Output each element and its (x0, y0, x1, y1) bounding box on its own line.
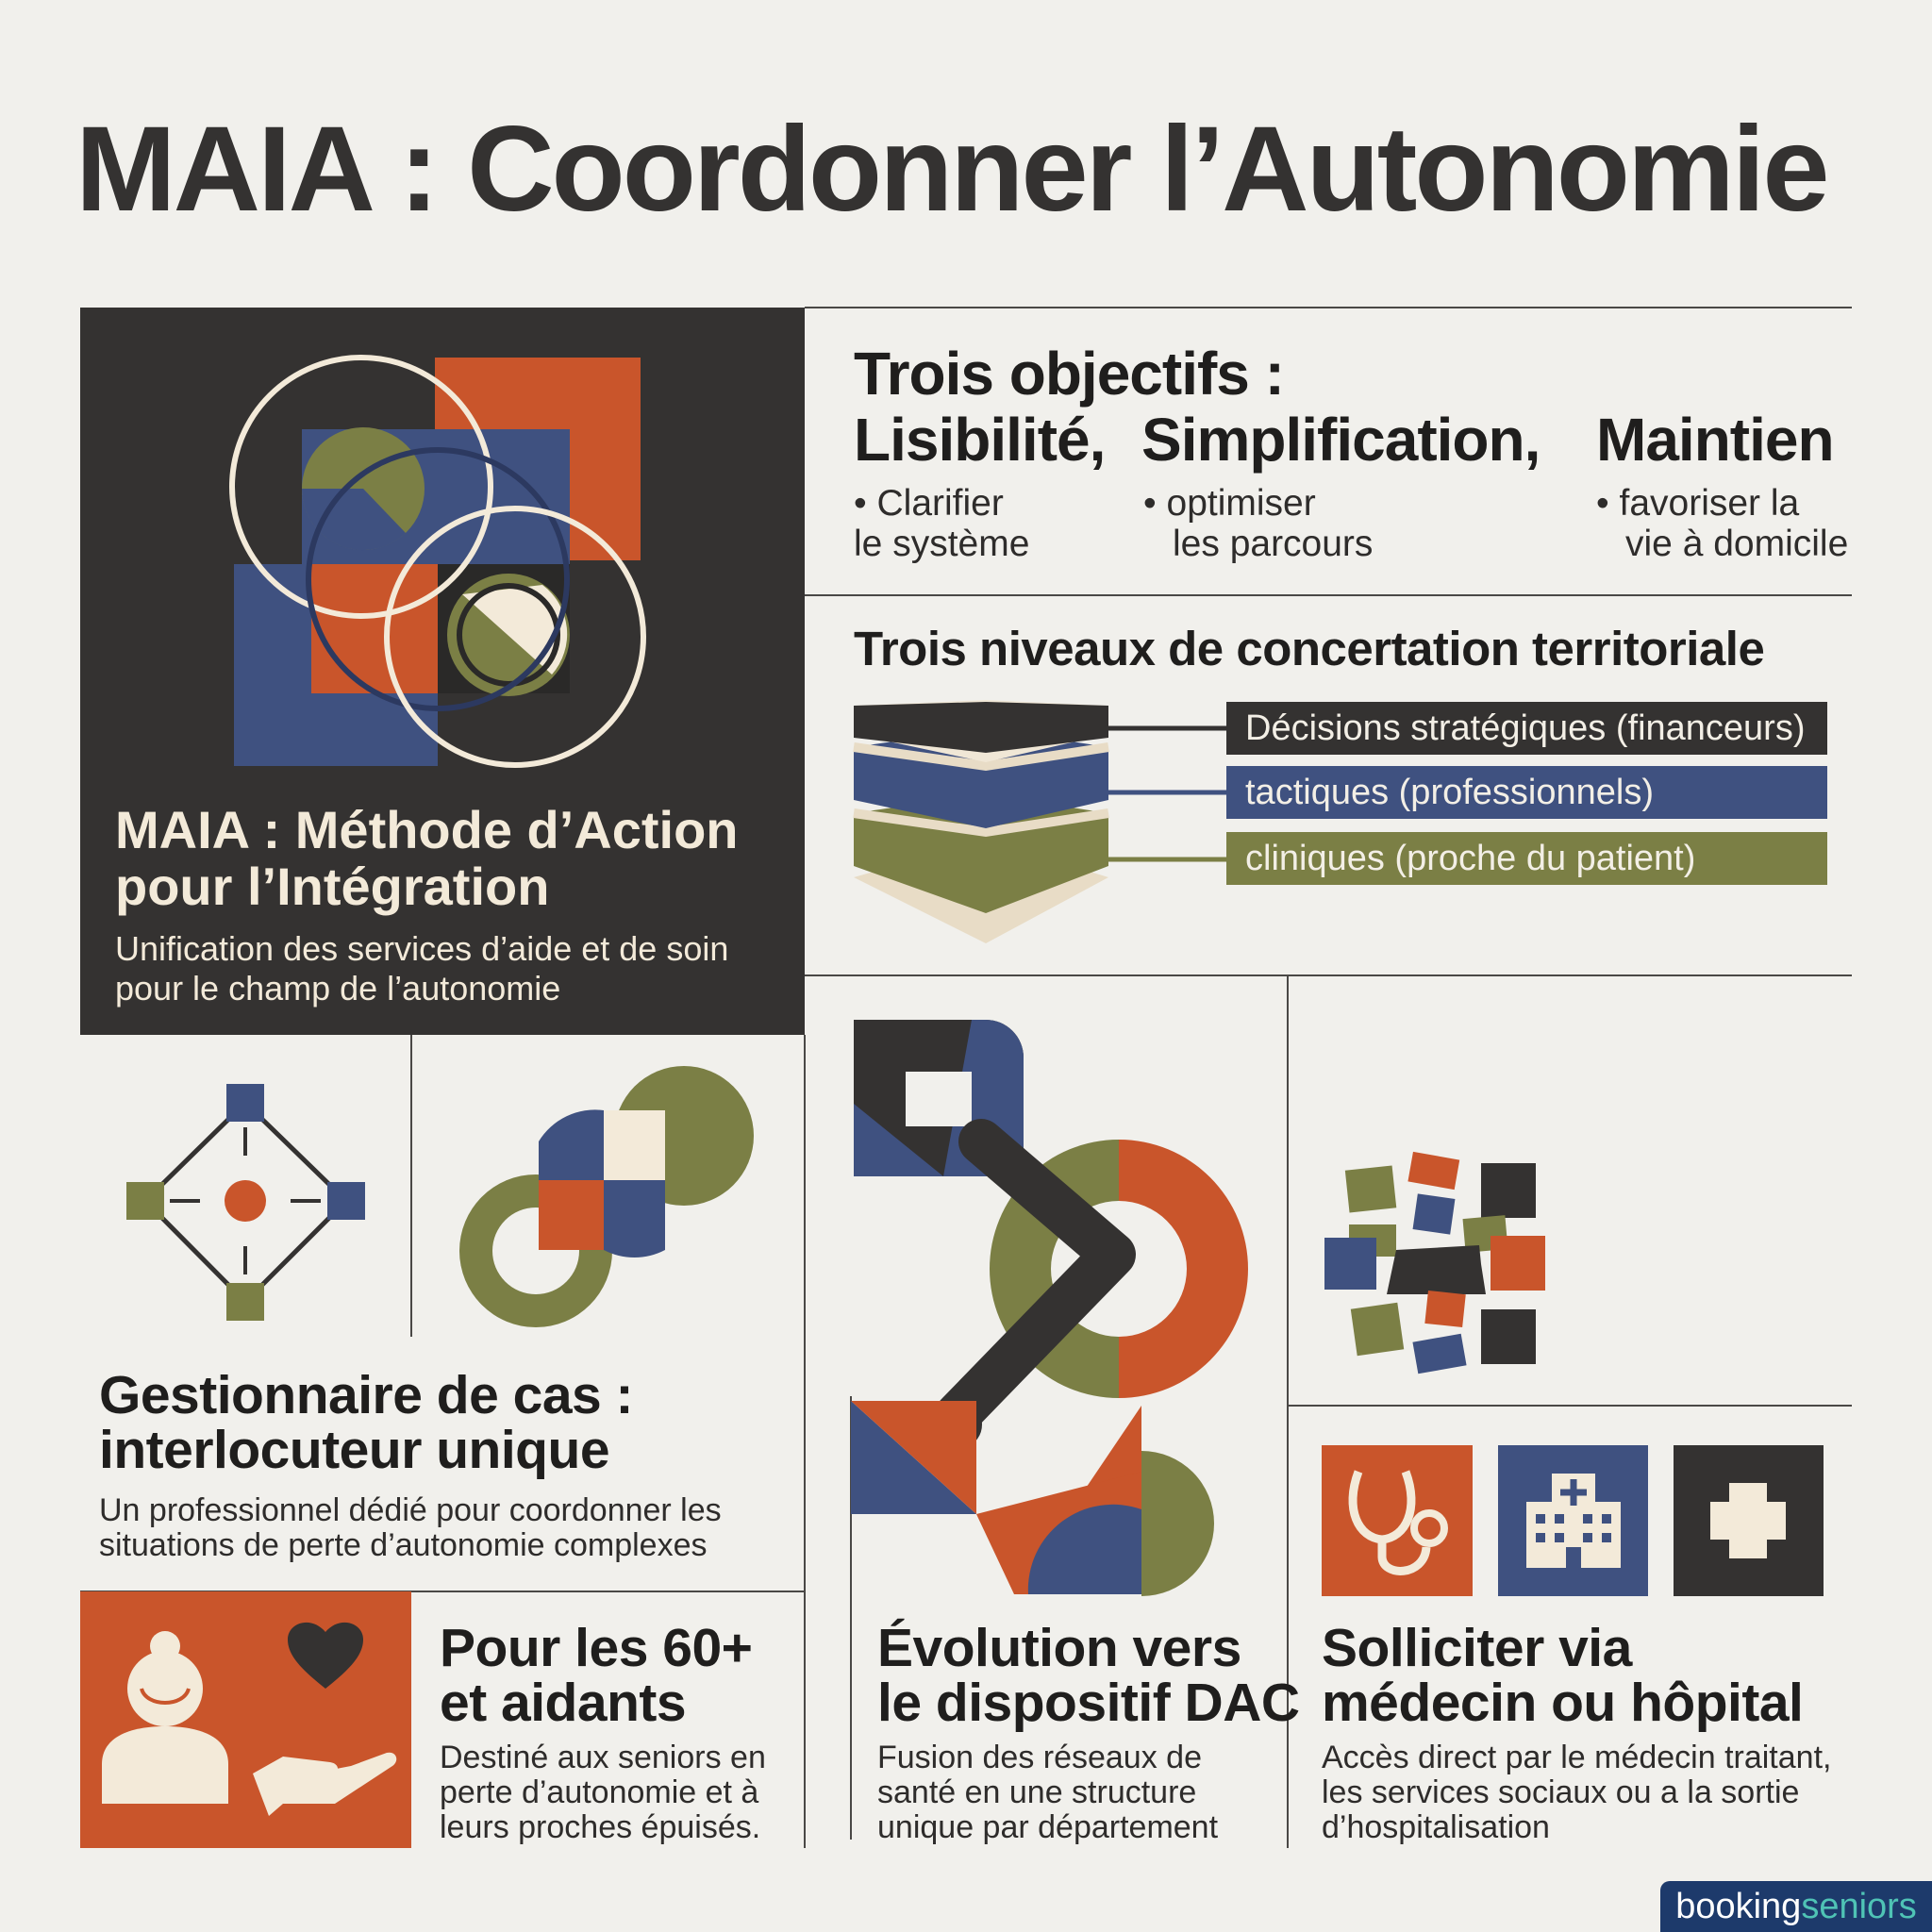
objective-label: Maintien (1596, 406, 1834, 474)
intro-panel-subtitle (115, 929, 728, 1008)
network-diamond-icon (126, 1084, 365, 1321)
intro-title-line: pour l’Intégration (115, 857, 550, 916)
intro-title-line: MAIA : Méthode d’Action (115, 800, 739, 859)
logo-part-seniors: seniors (1801, 1887, 1917, 1926)
levels-heading: Trois niveaux de concertation territoriale (854, 622, 1765, 675)
case-manager-text: Un professionnel dédié pour coordonner les situations de perte d’autonomie complexes (99, 1492, 722, 1563)
logo-part-booking: booking (1675, 1887, 1802, 1926)
page-title: MAIA : Coordonner l’Autonomie (75, 102, 1827, 237)
objective-bullet: • optimiser les parcours (1143, 483, 1374, 564)
audience-text: Destiné aux seniors en perte d’autonomie et à leurs proches épuisés. (440, 1740, 766, 1845)
audience-panel-bg (80, 1591, 411, 1848)
dac-title: Évolution vers le dispositif DAC (877, 1618, 1300, 1733)
dac-evolution-illustration (851, 1020, 1248, 1596)
scattered-tiles-illustration (1324, 1152, 1545, 1374)
stethoscope-icon (1322, 1445, 1473, 1596)
objectives-heading: Trois objectifs : (854, 340, 1284, 408)
level-strategic: Décisions stratégiques (financeurs) (1226, 702, 1827, 755)
objective-label: Lisibilité, (854, 406, 1106, 474)
objective-label: Simplification, (1141, 406, 1541, 474)
interlocking-rings-icon (459, 1066, 754, 1327)
access-title: Solliciter via médecin ou hôpital (1322, 1618, 1804, 1733)
intro-subtitle-line: Unification des services d’aide et de soin (115, 929, 729, 968)
case-manager-title: Gestionnaire de cas : interlocuteur unique (99, 1365, 634, 1480)
access-text: Accès direct par le médecin traitant, les services sociaux ou a la sortie d’hospitalisation (1322, 1740, 1832, 1845)
level-tactical: tactiques (professionnels) (1226, 766, 1827, 819)
intro-panel-title (115, 802, 739, 915)
audience-title: Pour les 60+ et aidants (440, 1618, 753, 1733)
bookingseniors-logo[interactable] (1660, 1881, 1932, 1932)
hospital-icon (1498, 1445, 1648, 1596)
objective-bullet: • favoriser la vie à domicile (1596, 483, 1849, 564)
intro-subtitle-line: pour le champ de l’autonomie (115, 969, 561, 1008)
level-clinical: cliniques (proche du patient) (1226, 832, 1827, 885)
objective-bullet: • Clarifier le système (854, 483, 1030, 564)
levels-stack-illustration (854, 700, 1226, 943)
dac-text: Fusion des réseaux de santé en une structure unique par département (877, 1740, 1219, 1845)
medical-cross-icon (1674, 1445, 1824, 1596)
